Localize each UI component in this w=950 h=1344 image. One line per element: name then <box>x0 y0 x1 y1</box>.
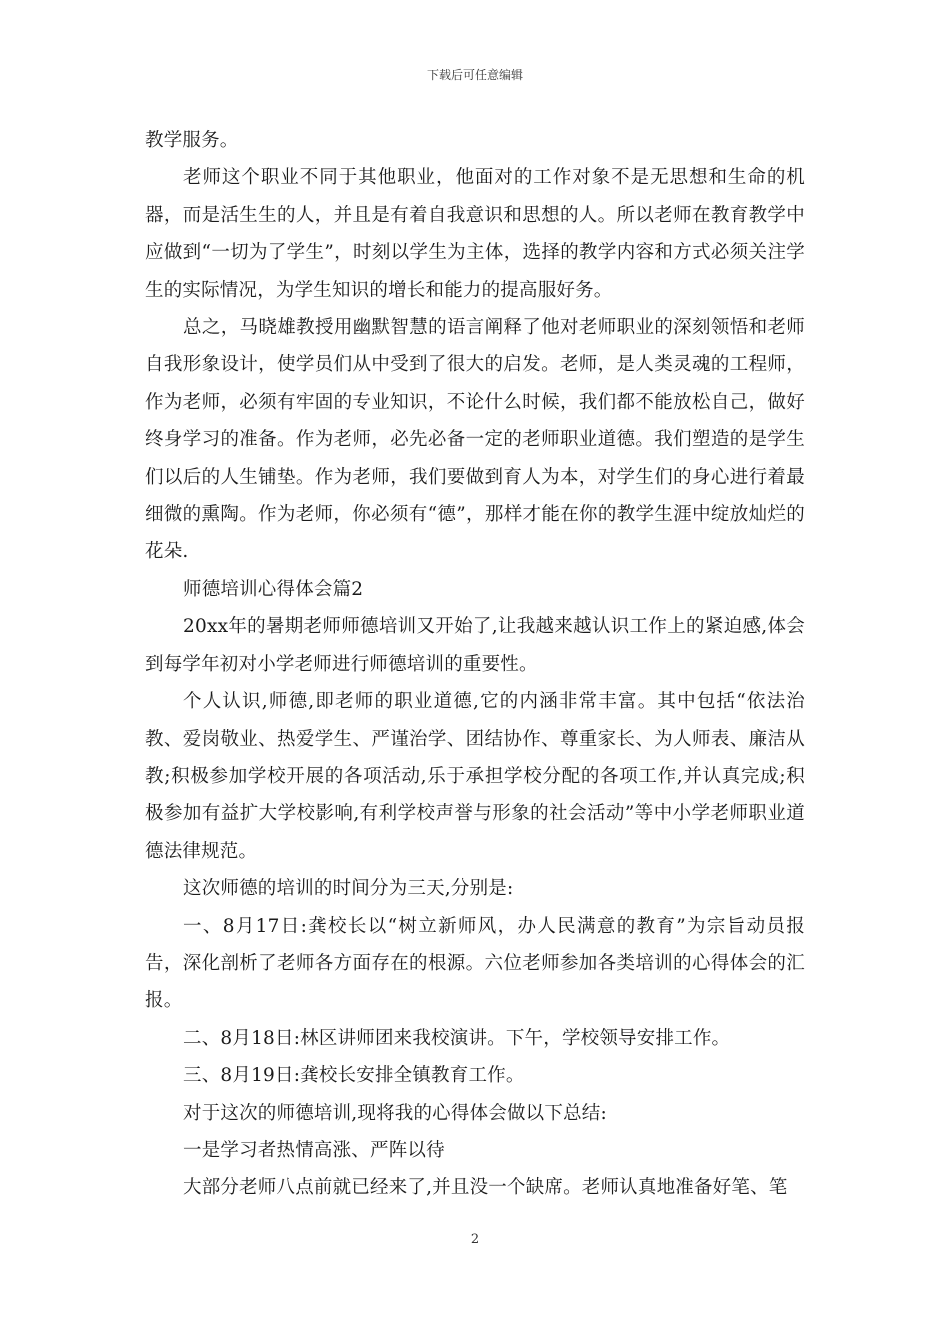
paragraph: 老师这个职业不同于其他职业，他面对的工作对象不是无思想和生命的机器，而是活生生的人，并且是有着自我意识和思想的人。所以老师在教育教学中应做到“一切为了学生”，时刻以学生为主体，选择的教学内容和方式必须关注学生的实际情况，为学生知识的增长和能力的提高服好务。 <box>145 167 805 301</box>
paragraph: 一、8月17日:龚校长以“树立新师风，办人民满意的教育”为宗旨动员报告，深化剖析了老师各方面存在的根源。六位老师参加各类培训的心得体会的汇报。 <box>145 915 805 1012</box>
page-number: 2 <box>470 1232 480 1247</box>
paragraph: 二、8月18日:林区讲师团来我校演讲。下午，学校领导安排工作。 <box>183 1027 731 1049</box>
paragraph: 总之，马晓雄教授用幽默智慧的语言阐释了他对老师职业的深刻领悟和老师自我形象设计，使学员们从中受到了很大的启发。老师，是人类灵魂的工程师，作为老师，必须有牢固的专业知识，不论什么时候，我们都不能放松自己，做好终身学习的准备。作为老师，必先必备一定的老师职业道德。我们塑造的是学生们以后的人生铺垫。作为老师，我们要做到育人为本，对学生们的身心进行着最细微的熏陶。作为老师，你必须有“德”，那样才能在你的教学生涯中绽放灿烂的花朵. <box>145 317 805 563</box>
paragraph: 这次师德的培训的时间分为三天,分别是: <box>183 878 514 900</box>
section-heading: 师德培训心得体会篇2 <box>183 578 364 600</box>
paragraph: 个人认识,师德,即老师的职业道德,它的内涵非常丰富。其中包括“依法治教、爱岗敬业、热爱学生、严谨治学、团结协作、尊重家长、为人师表、廉洁从教;积极参加学校开展的各项活动,乐于承担学校分配的各项工作,并认真完成;积极参加有益扩大学校影响,有利学校声誉与形象的社会活动”等中小学老师职业道德法律规范。 <box>145 691 805 862</box>
page-header: 下载后可任意编辑 <box>426 68 523 82</box>
paragraph: 一是学习者热情高涨、严阵以待 <box>183 1139 445 1161</box>
paragraph: 20xx年的暑期老师师德培训又开始了,让我越来越认识工作上的紧迫感,体会到每学年初对小学老师进行师德培训的重要性。 <box>145 616 805 675</box>
paragraph: 大部分老师八点前就已经来了,并且没一个缺席。老师认真地准备好笔、笔 <box>183 1177 788 1199</box>
paragraph: 教学服务。 <box>145 130 239 151</box>
paragraph: 对于这次的师德培训,现将我的心得体会做以下总结: <box>183 1102 607 1124</box>
paragraph: 三、8月19日:龚校长安排全镇教育工作。 <box>183 1065 525 1087</box>
document-body <box>145 122 805 1207</box>
